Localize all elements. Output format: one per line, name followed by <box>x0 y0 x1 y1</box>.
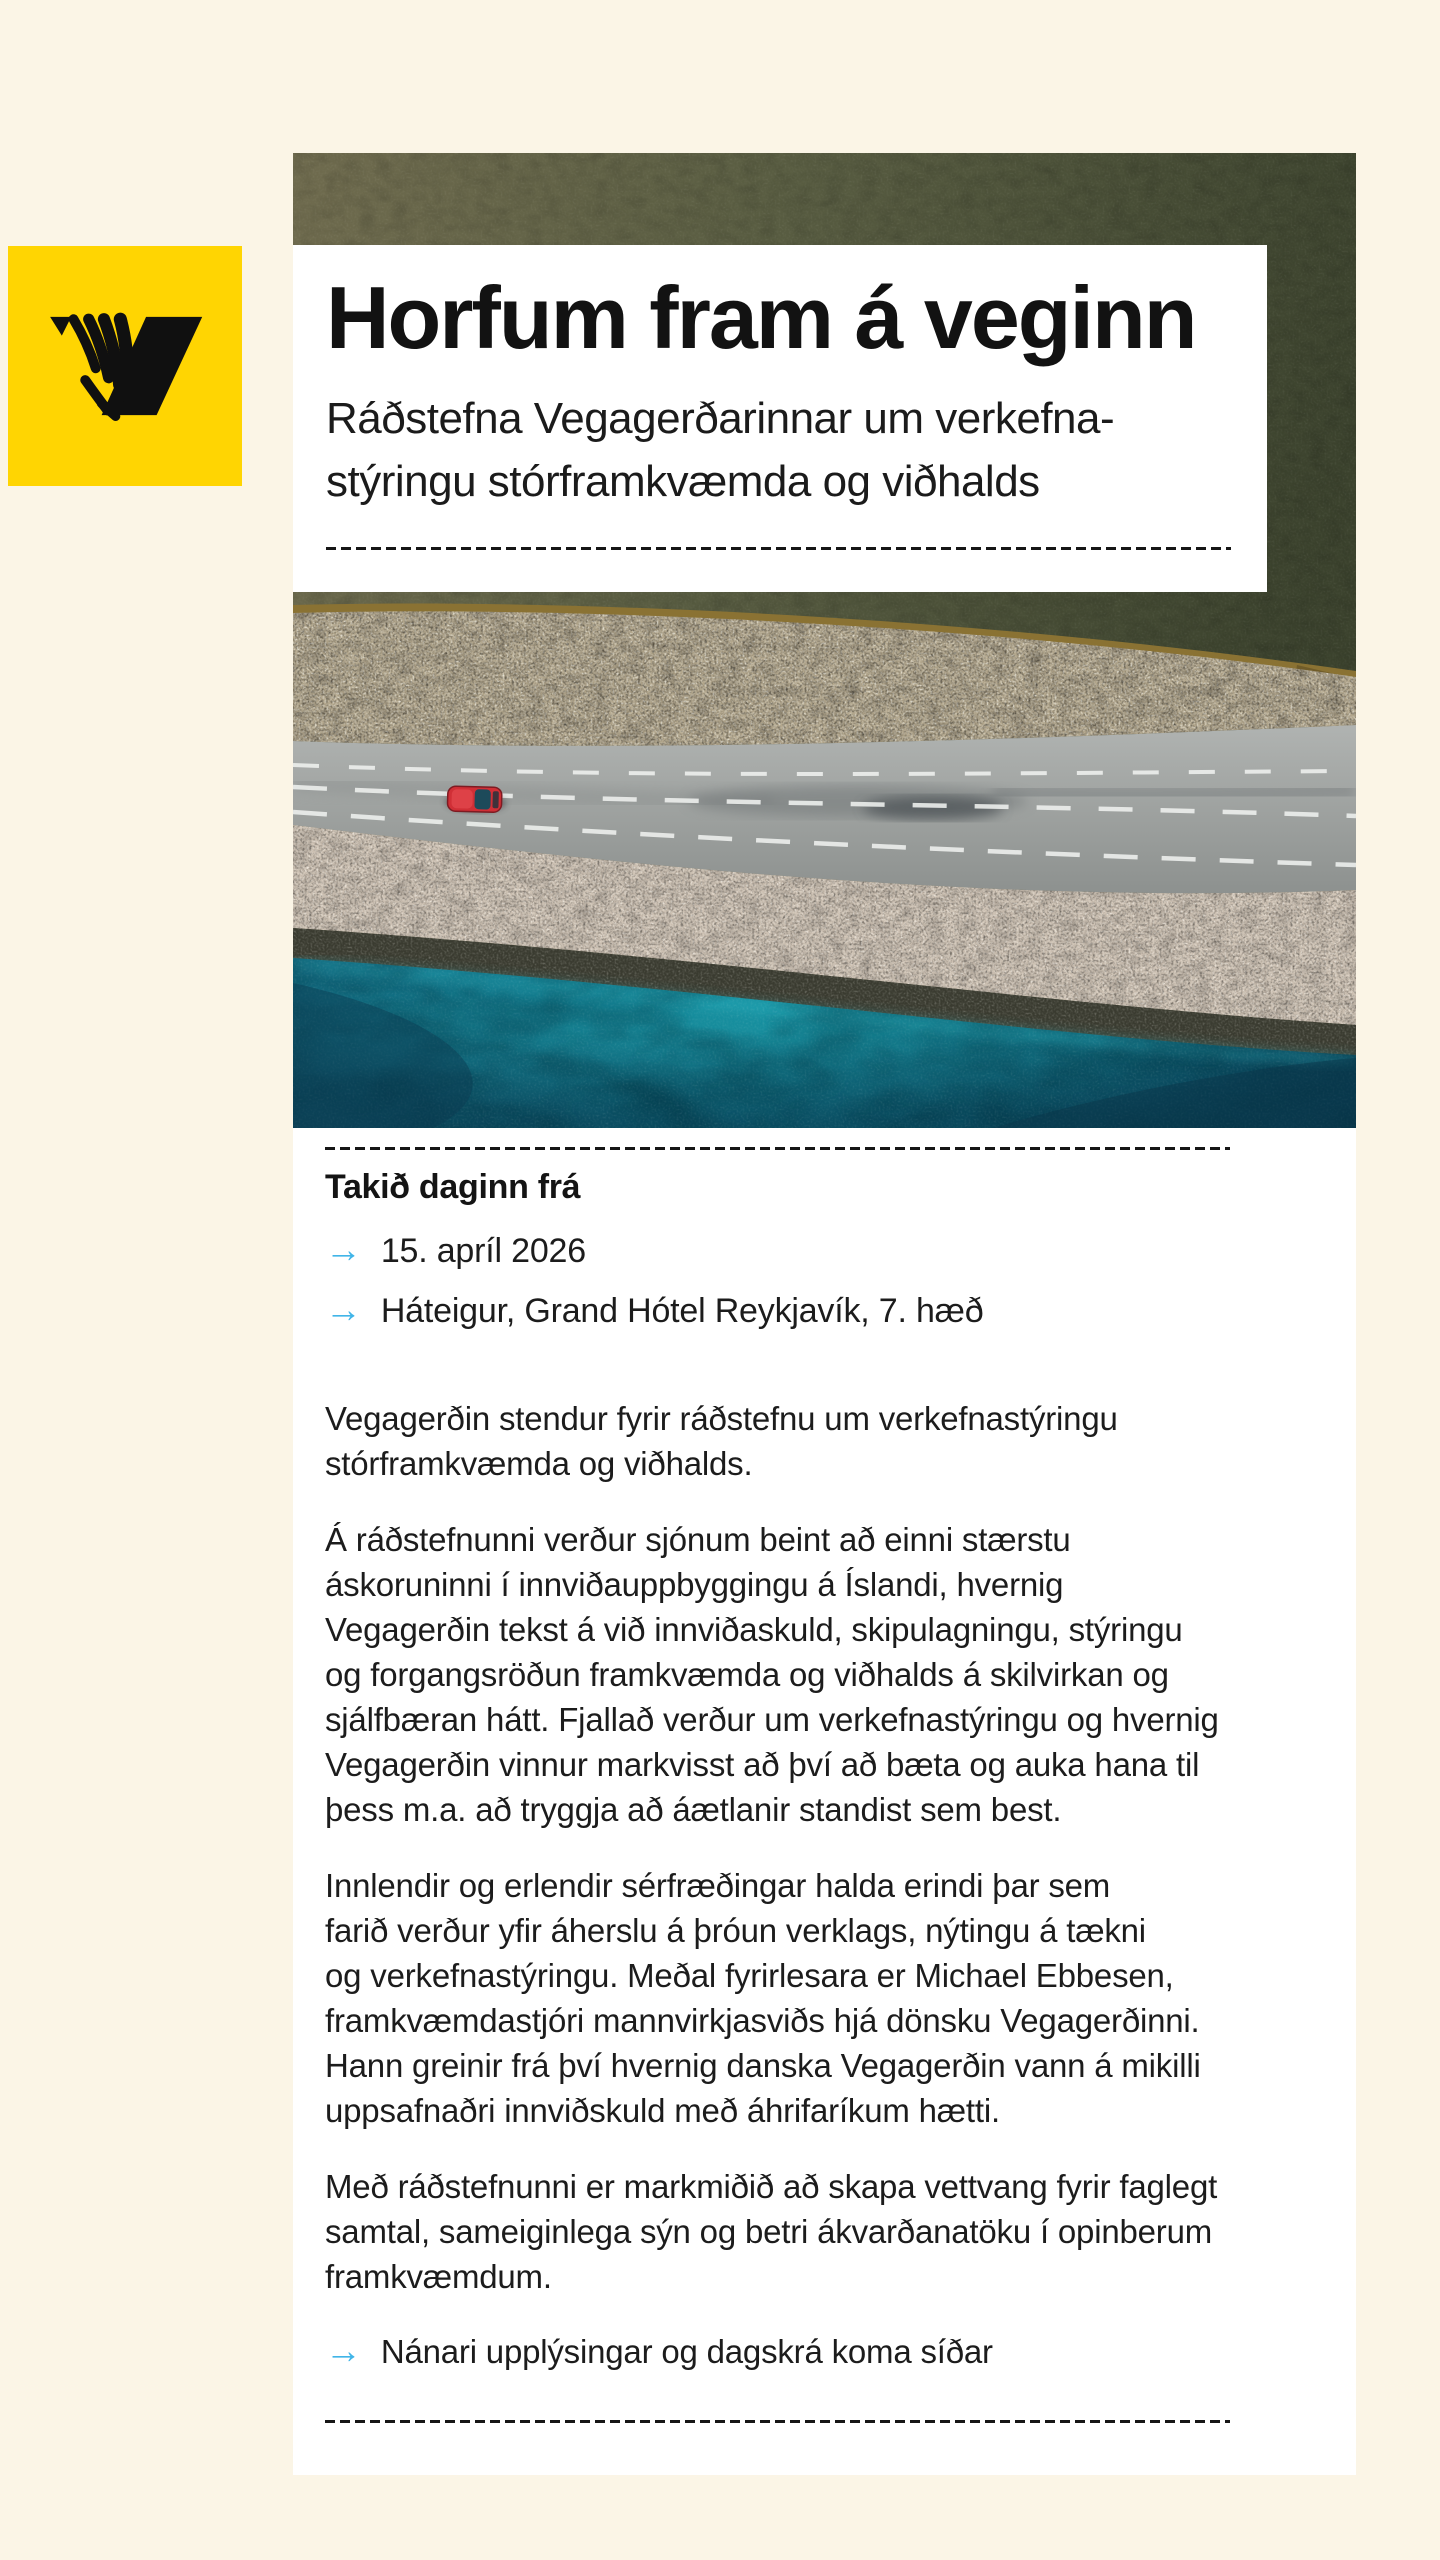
event-subtitle: Ráðstefna Vegagerðarinnar um verkefna- stýringu stórframkvæmda og viðhalds <box>326 394 1115 506</box>
schedule-item-label: Háteigur, Grand Hótel Reykjavík, 7. hæð <box>380 1292 984 1330</box>
body-paragraph: Vegagerðin stendur fyrir ráðstefnu um verkefnastýringu stórframkvæmda og viðhalds. <box>325 1400 1118 1482</box>
body-paragraph: Innlendir og erlendir sérfræðingar halda erindi þar sem farið verður yfir áherslu á þróun verklags, nýtingu á tækni og verkefnastýringu. Meðal fyrirlesara er Michael Ebbesen, framkvæmdastjóri mannvirkjasviðs hjá dönsku Vegagerðinni. Hann greinir frá því hvernig danska Vegagerðin vann á mikilli uppsafnaðri innviðskuld með áhrifaríkum hætti. <box>325 1867 1201 2129</box>
schedule-item-label: 15. apríl 2026 <box>380 1232 586 1270</box>
footer-note <box>325 2330 1335 2374</box>
schedule-divider-dashed <box>325 1147 1230 1150</box>
hero-photo <box>293 153 1356 1128</box>
arrow-right-icon: → <box>325 2329 362 2371</box>
event-title: Horfum fram á veginn <box>326 268 1196 367</box>
vegagerdin-logo-mark-icon <box>8 246 242 486</box>
title-divider-dashed <box>326 547 1231 550</box>
schedule-heading: Takið daginn frá <box>325 1168 581 1206</box>
schedule-item-location <box>325 1289 1335 1333</box>
vegagerdin-logo-tile <box>8 246 242 486</box>
arrow-right-icon: → <box>325 1228 362 1270</box>
footer-divider-dashed <box>325 2420 1230 2423</box>
event-card <box>293 153 1356 2475</box>
footer-note-label: Nánari upplýsingar og dagskrá koma síðar <box>380 2333 993 2370</box>
title-box <box>293 245 1267 592</box>
body-paragraph: Á ráðstefnunni verður sjónum beint að einni stærstu áskoruninni í innviðauppbyggingu á Íslandi, hvernig Vegagerðin tekst á við innviðaskuld, skipulagningu, stýringu og forgangsröðun framkvæmda og viðhalds á skilvirkan og sjálfbæran hátt. Fjallað verður um verkefnastýringu og hvernig Vegagerðin vinnur markvisst að því að bæta og auka hana til þess m.a. að tryggja að áætlanir standist sem best. <box>325 1521 1219 1828</box>
red-car <box>444 786 507 814</box>
schedule-item-date <box>325 1229 1335 1273</box>
arrow-right-icon: → <box>325 1288 362 1330</box>
event-details <box>325 1147 1335 2423</box>
body-paragraph: Með ráðstefnunni er markmiðið að skapa vettvang fyrir faglegt samtal, sameiginlega sýn og betri ákvarðanatöku í opinberum framkvæmdum. <box>325 2168 1218 2295</box>
